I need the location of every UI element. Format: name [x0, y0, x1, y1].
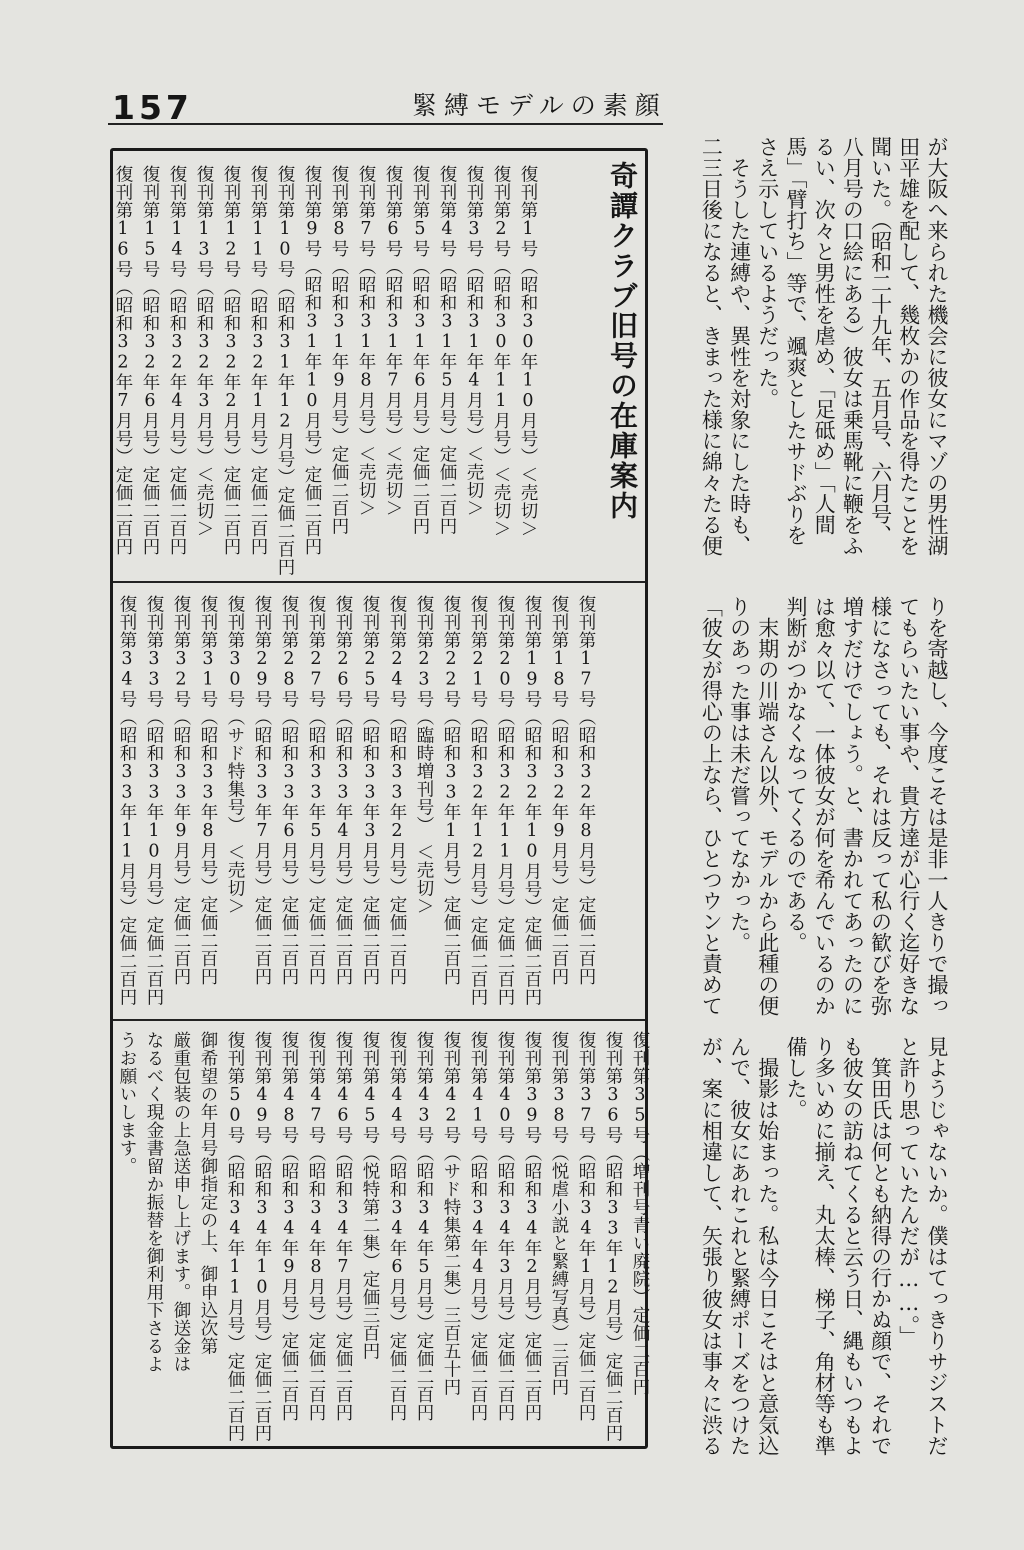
article-line: 増すだけでしょう。と、書かれてあったのに: [840, 596, 865, 1016]
back-issue-stock-box: [110, 148, 648, 1449]
stock-entry: 復刊第9号（昭和31年10月号）定価二百円: [302, 165, 322, 556]
stock-entry: 復刊第14号（昭和32年4月号）定価二百円: [167, 165, 187, 556]
article-line: が、案に相違して、矢張り彼女は事々に渋る: [699, 1036, 724, 1456]
stock-entry: 復刊第11号（昭和32年1月号）定価二百円: [248, 165, 268, 556]
article-line: んで、彼女にあれこれと緊縛ポーズをつけた: [727, 1036, 752, 1456]
stock-divider-2: [113, 1019, 645, 1021]
stock-entry: 復刊第27号（昭和33年5月号）定価二百円: [306, 595, 326, 986]
stock-entry: 復刊第10号（昭和31年12月号）定価二百円: [275, 165, 295, 576]
article-line: が大阪へ来られた機会に彼女にマゾの男性湖: [925, 136, 949, 556]
stock-entry: 復刊第49号（昭和34年10月号）定価二百円: [252, 1031, 272, 1442]
stock-box-title: 奇譚クラブ旧号の在庫案内: [606, 161, 639, 521]
stock-list-section-3: [113, 1031, 650, 1442]
article-section-1: [666, 136, 951, 576]
stock-entry: 復刊第12号（昭和32年2月号）定価二百円: [221, 165, 241, 556]
stock-entry: 復刊第43号（昭和34年5月号）定価二百円: [414, 1031, 434, 1422]
article-line: 見ようじゃないか。僕はてっきりサジストだ: [925, 1036, 949, 1456]
stock-entry: 復刊第38号（悦虐小説と緊縛写真）三百円: [549, 1031, 569, 1396]
stock-list-section-2: [113, 595, 641, 1015]
article-section-2: [666, 596, 951, 1016]
article-line: 判断がつかなくなってくるのである。: [783, 596, 808, 953]
stock-entry: 復刊第41号（昭和34年4月号）定価二百円: [468, 1031, 488, 1422]
stock-entry: 復刊第48号（昭和34年9月号）定価二百円: [279, 1031, 299, 1422]
article-line: 備した。: [783, 1036, 808, 1120]
article-section-3: [666, 1036, 951, 1476]
stock-entry: 復刊第26号（昭和33年4月号）定価二百円: [333, 595, 353, 986]
stock-notice-line: なるべく現金書留か振替を御利用下さるよ: [144, 1031, 164, 1373]
header-rule: [108, 123, 663, 125]
stock-entry: 復刊第35号（増刊号青い廃院）定価二百円: [630, 1031, 650, 1396]
article-line: 「彼女が得心の上なら、ひとつウンと責めて: [699, 596, 724, 1016]
stock-entry: 復刊第44号（昭和34年6月号）定価二百円: [387, 1031, 407, 1422]
article-line: 二三日後になると、きまった様に綿々たる便: [699, 136, 724, 556]
stock-entry: 復刊第45号（悦特第二集）定価三百円: [360, 1031, 380, 1360]
stock-entry: 復刊第47号（昭和34年8月号）定価二百円: [306, 1031, 326, 1422]
article-line: りを寄越し、今度こそは是非一人きりで撮っ: [925, 596, 949, 1016]
article-line: 撮影は始まった。私は今日こそはと意気込: [755, 1036, 780, 1456]
stock-entry: 復刊第33号（昭和33年10月号）定価二百円: [144, 595, 164, 1006]
article-line: りのあった事は未だ嘗ってなかった。: [727, 596, 752, 953]
article-line: と許り思っていたんだが……。」: [896, 1036, 921, 1347]
article-line: 聞いた。（昭和二十九年、五月号、六月号、: [868, 136, 893, 546]
stock-entry: 復刊第1号（昭和30年10月号）＜売切＞: [518, 165, 538, 538]
stock-entry: 復刊第25号（昭和33年3月号）定価二百円: [360, 595, 380, 986]
stock-entry: 復刊第36号（昭和33年12月号）定価二百円: [603, 1031, 623, 1442]
stock-entry: 復刊第15号（昭和32年6月号）定価二百円: [140, 165, 160, 556]
stock-entry: 復刊第22号（昭和33年1月号）定価二百円: [441, 595, 461, 986]
stock-entry: 復刊第46号（昭和34年7月号）定価二百円: [333, 1031, 353, 1422]
stock-entry: 復刊第29号（昭和33年7月号）定価二百円: [252, 595, 272, 986]
article-line: は愈々以て、一体彼女が何を希んでいるのか: [812, 596, 837, 1016]
article-line: 田平雄を配して、幾枚かの作品を得たことを: [896, 136, 921, 556]
stock-entry: 復刊第3号（昭和31年4月号）＜売切＞: [464, 165, 484, 517]
article-line: 箕田氏は何とも納得の行かぬ顔で、それで: [868, 1036, 893, 1456]
stock-notice-line: 厳重包装の上急送申し上げます。御送金は: [171, 1031, 191, 1373]
stock-entry: 復刊第21号（昭和32年12月号）定価二百円: [468, 595, 488, 1006]
article-line: そうした連縛や、異性を対象にした時も、: [727, 136, 752, 556]
stock-entry: 復刊第7号（昭和31年8月号）＜売切＞: [356, 165, 376, 517]
stock-entry: 復刊第19号（昭和32年10月号）定価二百円: [522, 595, 542, 1006]
stock-entry: 復刊第5号（昭和31年6月号）定価二百円: [410, 165, 430, 535]
running-head: 緊縛モデルの素顔: [412, 91, 667, 120]
stock-entry: 復刊第39号（昭和34年2月号）定価二百円: [522, 1031, 542, 1422]
stock-entry: 復刊第34号（昭和33年11月号）定価二百円: [117, 595, 137, 1006]
stock-entry: 復刊第31号（昭和33年8月号）定価二百円: [198, 595, 218, 986]
article-line: 八月号の口絵にある）彼女は乗馬靴に鞭をふ: [840, 136, 865, 556]
stock-entry: 復刊第23号（臨時増刊号） ＜売切＞: [414, 595, 434, 916]
article-line: 馬」「臂打ち」等で、颯爽としたサドぶりを: [783, 136, 808, 546]
article-line: るい、次々と男性を虐め、「足砥め」「人間: [812, 136, 837, 535]
stock-entry: 復刊第30号（サド特集号） ＜売切＞: [225, 595, 245, 916]
stock-entry: 復刊第32号（昭和33年9月号）定価二百円: [171, 595, 191, 986]
stock-list-section-1: [109, 165, 599, 583]
article-line: 様になさっても、それは反って私の歓びを弥: [868, 596, 893, 1016]
stock-notice-line: 御希望の年月号御指定の上、御申込次第: [198, 1031, 218, 1355]
article-line: てもらいたい事や、貴方達が心行く迄好きな: [896, 596, 921, 1016]
stock-entry: 復刊第13号（昭和32年3月号）＜売切＞: [194, 165, 214, 538]
article-line: さえ示しているようだった。: [755, 136, 780, 409]
stock-divider-1: [113, 581, 645, 583]
stock-entry: 復刊第28号（昭和33年6月号）定価二百円: [279, 595, 299, 986]
stock-entry: 復刊第24号（昭和33年2月号）定価二百円: [387, 595, 407, 986]
article-line: 末期の川端さん以外、モデルから此種の便: [755, 596, 780, 1016]
stock-entry: 復刊第2号（昭和30年11月号）＜売切＞: [491, 165, 511, 538]
stock-entry: 復刊第40号（昭和34年3月号）定価二百円: [495, 1031, 515, 1422]
stock-entry: 復刊第16号（昭和32年7月号）定価二百円: [113, 165, 133, 556]
stock-entry: 復刊第17号（昭和32年8月号）定価二百円: [576, 595, 596, 986]
stock-notice-line: うお願いします。: [117, 1031, 137, 1175]
stock-entry: 復刊第18号（昭和32年9月号）定価二百円: [549, 595, 569, 986]
article-line: り多いめに揃え、丸太棒、梯子、角材等も準: [812, 1036, 837, 1456]
stock-entry: 復刊第42号（サド特集第二集）三百五十円: [441, 1031, 461, 1396]
page-number: 157: [112, 88, 193, 127]
article-line: も彼女の訪ねてくると云う日、縄もいつもよ: [840, 1036, 865, 1456]
stock-entry: 復刊第20号（昭和32年11月号）定価二百円: [495, 595, 515, 1006]
stock-entry: 復刊第37号（昭和34年1月号）定価二百円: [576, 1031, 596, 1422]
stock-entry: 復刊第6号（昭和31年7月号）＜売切＞: [383, 165, 403, 517]
stock-entry: 復刊第4号（昭和31年5月号）定価二百円: [437, 165, 457, 535]
stock-entry: 復刊第8号（昭和31年9月号）定価二百円: [329, 165, 349, 535]
stock-entry: 復刊第50号（昭和34年11月号）定価二百円: [225, 1031, 245, 1442]
